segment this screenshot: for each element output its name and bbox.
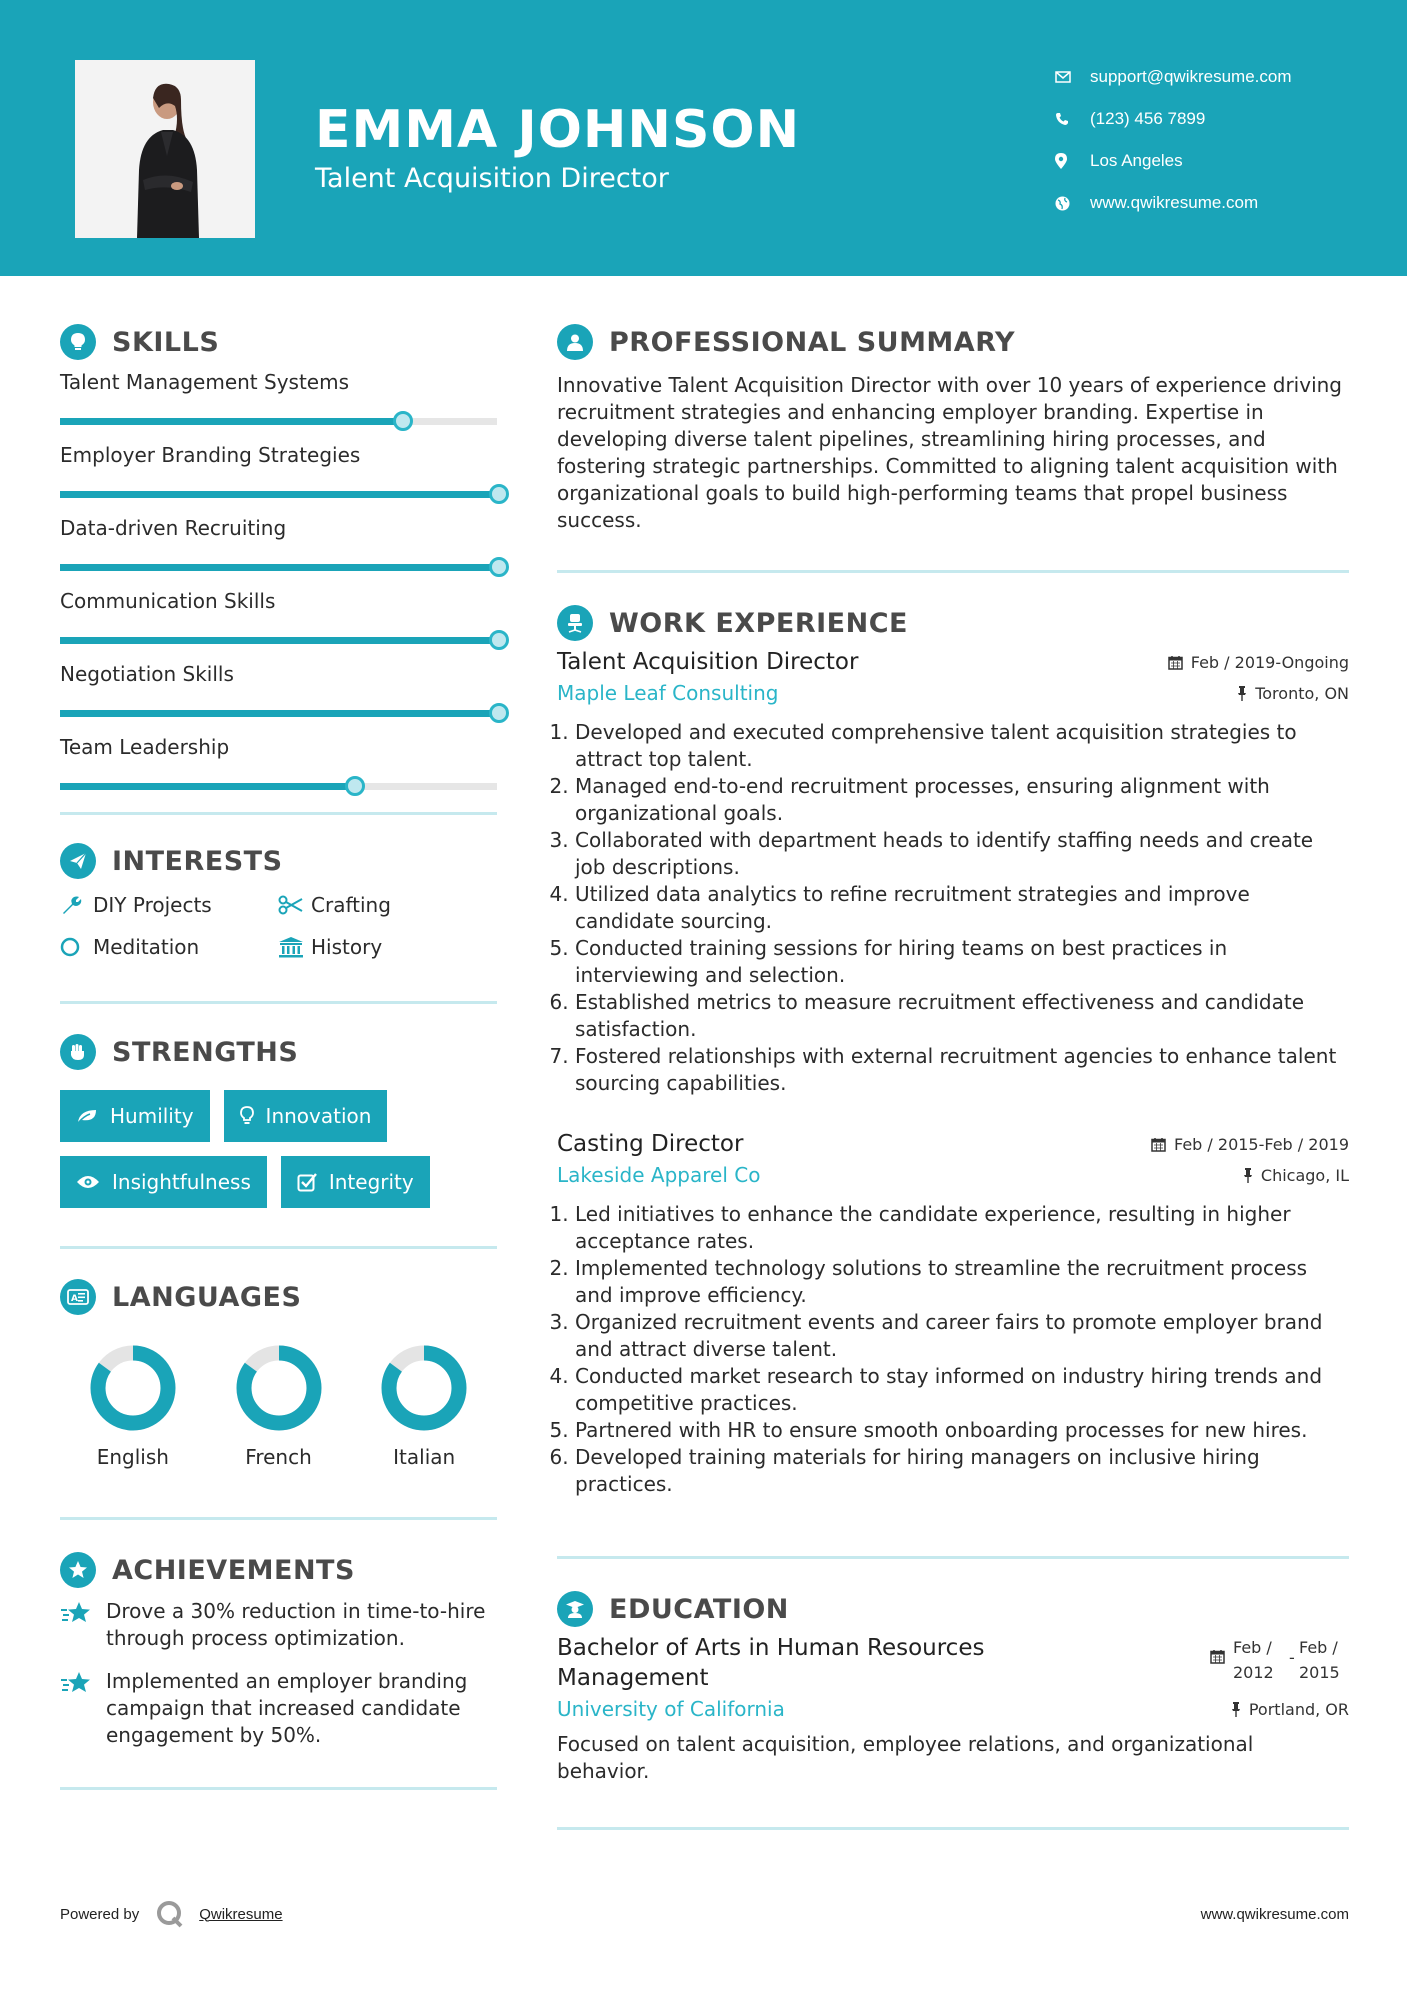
left-column: [60, 318, 497, 1790]
lightbulb-icon: [60, 324, 96, 360]
company-name: Lakeside Apparel Co: [557, 1163, 761, 1187]
star-icon: [60, 1598, 106, 1652]
job-entry: [557, 1131, 1349, 1498]
paper-plane-icon: [60, 843, 96, 879]
strength-tag: Humility: [60, 1090, 210, 1142]
strength-tag: Innovation: [224, 1090, 388, 1142]
language-ring: [234, 1343, 324, 1433]
footer: [60, 1900, 1349, 1928]
skill-bar: [60, 710, 497, 717]
skill-label: Talent Management Systems: [60, 370, 350, 394]
section-divider: [60, 812, 497, 815]
skill-bar-knob: [345, 776, 365, 796]
skills-heading: SKILLS: [60, 318, 497, 366]
language-ring: [88, 1343, 178, 1433]
star-badge-icon: [60, 1552, 96, 1588]
achievements-heading: ACHIEVEMENTS: [60, 1546, 497, 1594]
task-item: 3. Organized recruitment events and career fairs to promote employer brand and attract diverse talent.: [575, 1309, 1349, 1363]
section-divider: [60, 1787, 497, 1790]
pushpin-icon: [1237, 686, 1247, 701]
job-date: Feb / 2015-Feb / 2019: [1151, 1135, 1349, 1154]
contact-info: [1055, 56, 1292, 224]
education-description: Focused on talent acquisition, employee relations, and organizational behavior.: [557, 1732, 1254, 1783]
contact-phone[interactable]: [1055, 98, 1292, 140]
skill-bar-knob: [393, 411, 413, 431]
experience-heading: WORK EXPERIENCE: [557, 599, 1349, 647]
language-item: Italian: [351, 1343, 497, 1469]
strengths-list: [60, 1090, 497, 1208]
skill-bar-fill: [60, 418, 401, 425]
skills-list: [60, 370, 497, 790]
strengths-heading: STRENGTHS: [60, 1028, 497, 1076]
task-item: 7. Fostered relationships with external recruitment agencies to enhance talent sourcing capabilities.: [575, 1043, 1349, 1097]
task-item: 3. Collaborated with department heads to identify staffing needs and create job descriptions.: [575, 827, 1349, 881]
skill-bar: [60, 637, 497, 644]
candidate-title: Talent Acquisition Director: [315, 163, 669, 194]
school-name: University of California: [557, 1697, 785, 1721]
achievement-item: Drove a 30% reduction in time-to-hire through process optimization.: [60, 1598, 497, 1652]
task-item: 6. Developed training materials for hiring managers on inclusive hiring practices.: [575, 1444, 1349, 1498]
contact-location-text: Los Angeles: [1090, 151, 1183, 170]
skill-bar: [60, 564, 497, 571]
interests-heading: INTERESTS: [60, 837, 497, 885]
circle-icon: [60, 936, 93, 958]
task-item: 4. Conducted market research to stay informed on industry hiring trends and competitive practices.: [575, 1363, 1349, 1417]
skill-bar-fill: [60, 637, 497, 644]
education-heading: EDUCATION: [557, 1585, 1349, 1633]
user-icon: [557, 324, 593, 360]
skill-bar-knob: [489, 703, 509, 723]
task-list: [557, 1201, 1349, 1498]
task-item: 1. Led initiatives to enhance the candidate experience, resulting in higher acceptance rates.: [575, 1201, 1349, 1255]
map-pin-icon: [1055, 153, 1090, 169]
leaf-icon: [76, 1108, 98, 1124]
language-ring: [379, 1343, 469, 1433]
right-column: [557, 318, 1349, 1830]
pushpin-icon: [1231, 1702, 1241, 1717]
task-item: 4. Utilized data analytics to refine recruitment strategies and improve candidate sourcing.: [575, 881, 1349, 935]
footer-website[interactable]: www.qwikresume.com: [1200, 1905, 1349, 1923]
task-item: 1. Developed and executed comprehensive talent acquisition strategies to attract top talent.: [575, 719, 1349, 773]
contact-email[interactable]: [1055, 56, 1292, 98]
degree: Bachelor of Arts in Human Resources Management: [557, 1635, 985, 1691]
company-name: Maple Leaf Consulting: [557, 681, 779, 705]
summary-text: Innovative Talent Acquisition Director with over 10 years of experience driving recruitment strategies and enhancing employer branding. Expertise in developing diverse talent pipelines, streamlining hiring processes, and fostering strategic partnerships. Committed to aligning talent acquisition with organizational goals to build high-performing teams that propel business success.: [557, 373, 1342, 532]
svg-text:A: A: [71, 1294, 78, 1304]
contact-phone-text: (123) 456 7899: [1090, 109, 1206, 128]
calendar-icon: [1151, 1137, 1166, 1152]
qwikresume-link[interactable]: Qwikresume: [199, 1905, 283, 1923]
task-item: 2. Managed end-to-end recruitment processes, ensuring alignment with organizational goals.: [575, 773, 1349, 827]
section-divider: [557, 1827, 1349, 1830]
skill-label: Negotiation Skills: [60, 662, 234, 686]
skill-bar-fill: [60, 491, 497, 498]
skill-bar-knob: [489, 484, 509, 504]
languages-heading: A LANGUAGES: [60, 1273, 497, 1321]
envelope-icon: [1055, 71, 1090, 83]
job-title: Casting Director: [557, 1131, 744, 1157]
contact-website-text: www.qwikresume.com: [1090, 193, 1259, 212]
education-entry: [557, 1633, 1349, 1785]
interest-item: DIY Projects: [60, 893, 278, 917]
contact-website[interactable]: [1055, 182, 1292, 224]
candidate-name: EMMA JOHNSON: [315, 100, 801, 160]
star-icon: [60, 1668, 106, 1749]
contact-location: [1055, 140, 1292, 182]
section-divider: [60, 1246, 497, 1249]
lightbulb-icon: [240, 1106, 254, 1126]
skill-bar: [60, 491, 497, 498]
pushpin-icon: [1243, 1168, 1253, 1183]
calendar-icon: [1210, 1649, 1225, 1664]
achievements-list: [60, 1598, 497, 1749]
skill-label: Team Leadership: [60, 735, 230, 759]
interest-item: History: [278, 935, 497, 959]
header-banner: [0, 0, 1407, 276]
powered-by-label: Powered by: [60, 1905, 140, 1923]
skill-label: Communication Skills: [60, 589, 276, 613]
job-location: Chicago, IL: [1243, 1166, 1349, 1185]
summary-heading: PROFESSIONAL SUMMARY: [557, 318, 1349, 366]
task-item: 5. Partnered with HR to ensure smooth onboarding processes for new hires.: [575, 1417, 1349, 1444]
fist-icon: [60, 1034, 96, 1070]
qwikresume-logo-icon: [155, 1900, 185, 1928]
job-title: Talent Acquisition Director: [557, 649, 859, 675]
skill-bar-fill: [60, 710, 497, 717]
scissors-icon: [278, 895, 311, 915]
phone-icon: [1055, 112, 1090, 126]
task-item: 5. Conducted training sessions for hiring teams on best practices in interviewing and selection.: [575, 935, 1349, 989]
language-icon: [60, 1279, 96, 1315]
check-square-icon: [297, 1172, 317, 1192]
wrench-icon: [60, 894, 93, 916]
education-location: Portland, OR: [1231, 1700, 1349, 1719]
language-item: French: [206, 1343, 352, 1469]
section-divider: [60, 1001, 497, 1004]
interest-item: Meditation: [60, 935, 278, 959]
education-date: Feb / 2012 - Feb / 2015: [1210, 1635, 1349, 1685]
skill-bar: [60, 418, 497, 425]
job-entry: [557, 649, 1349, 1097]
skill-label: Employer Branding Strategies: [60, 443, 361, 467]
skill-bar-fill: [60, 783, 353, 790]
contact-email-text: support@qwikresume.com: [1090, 67, 1292, 86]
task-list: [557, 719, 1349, 1097]
eye-icon: [76, 1174, 100, 1190]
skill-bar-knob: [489, 630, 509, 650]
globe-icon: [1055, 196, 1090, 211]
job-location: Toronto, ON: [1237, 684, 1349, 703]
section-divider: [557, 570, 1349, 573]
task-item: 6. Established metrics to measure recruitment effectiveness and candidate satisfaction.: [575, 989, 1349, 1043]
profile-photo: [75, 60, 255, 238]
skill-bar-knob: [489, 557, 509, 577]
achievement-item: Implemented an employer branding campaign that increased candidate engagement by 50%.: [60, 1668, 497, 1749]
language-item: English: [60, 1343, 206, 1469]
strength-tag: Integrity: [281, 1156, 430, 1208]
section-divider: [60, 1517, 497, 1520]
interest-item: Crafting: [278, 893, 497, 917]
graduate-icon: [557, 1591, 593, 1627]
skill-label: Data-driven Recruiting: [60, 516, 287, 540]
calendar-icon: [1168, 655, 1183, 670]
interests-list: [60, 893, 497, 959]
office-chair-icon: [557, 605, 593, 641]
skill-bar: [60, 783, 497, 790]
languages-list: [60, 1343, 497, 1469]
job-date: Feb / 2019-Ongoing: [1168, 653, 1349, 672]
museum-icon: [278, 936, 311, 958]
strength-tag: Insightfulness: [60, 1156, 267, 1208]
section-divider: [557, 1556, 1349, 1559]
task-item: 2. Implemented technology solutions to streamline the recruitment process and improve efficiency.: [575, 1255, 1349, 1309]
skill-bar-fill: [60, 564, 497, 571]
